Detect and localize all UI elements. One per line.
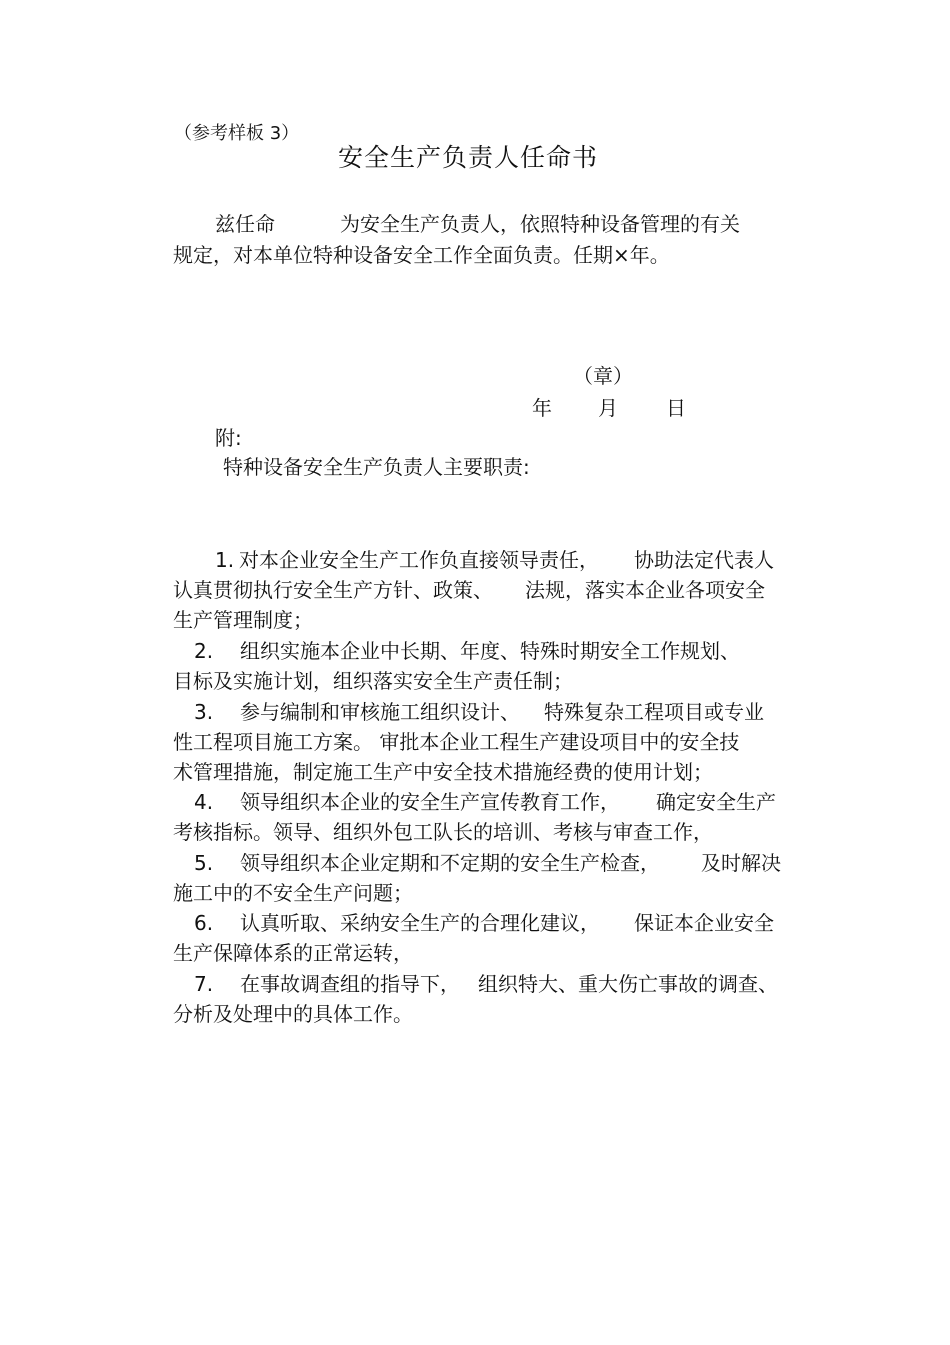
duty-number: 1. (215, 548, 235, 572)
duty-number: 6. (194, 911, 214, 935)
duty-line: 目标及实施计划，组织落实安全生产责任制； (173, 669, 573, 693)
duty-line: 特殊复杂工程项目或专业 (544, 700, 764, 724)
date-day: 日 (666, 396, 686, 420)
duty-number: 3. (194, 700, 214, 724)
duty-number: 2. (194, 639, 214, 663)
duty-line: 认真听取、采纳安全生产的合理化建议， (240, 911, 600, 935)
duty-line: 组织特大、重大伤亡事故的调查、 (478, 972, 778, 996)
duty-line: 性工程项目施工方案。 审批本企业工程生产建设项目中的安全技 (173, 730, 740, 754)
duty-line: 对本企业安全生产工作负直接领导责任， (239, 548, 599, 572)
duty-line: 考核指标。领导、组织外包工队长的培训、考核与审查工作， (173, 820, 713, 844)
attachment-label: 附: (215, 426, 242, 450)
seal-label: （章） (573, 364, 633, 388)
duty-line: 保证本企业安全 (634, 911, 774, 935)
duty-line: 领导组织本企业定期和不定期的安全生产检查， (240, 851, 660, 875)
template-label: （参考样板 3） (174, 123, 300, 144)
duty-line: 施工中的不安全生产问题； (173, 881, 413, 905)
duty-line: 确定安全生产 (656, 790, 776, 814)
duty-line: 生产保障体系的正常运转， (173, 941, 413, 965)
appointment-line-1b: 为安全生产负责人，依照特种设备管理的有关 (340, 212, 740, 236)
duties-heading: 特种设备安全生产负责人主要职责: (223, 455, 530, 479)
appointment-line-2: 规定，对本单位特种设备安全工作全面负责。任期×年。 (173, 243, 670, 267)
appointment-line-1a: 兹任命 (215, 212, 275, 236)
duty-line: 及时解决 (701, 851, 781, 875)
duty-line: 领导组织本企业的安全生产宣传教育工作， (240, 790, 620, 814)
duty-line: 认真贯彻执行安全生产方针、政策、 (173, 578, 493, 602)
duty-number: 5. (194, 851, 214, 875)
duty-line: 法规，落实本企业各项安全 (525, 578, 765, 602)
duty-number: 4. (194, 790, 214, 814)
duty-line: 参与编制和审核施工组织设计、 (240, 700, 520, 724)
duty-line: 分析及处理中的具体工作。 (173, 1002, 413, 1026)
duty-line: 生产管理制度； (173, 608, 313, 632)
duty-line: 组织实施本企业中长期、年度、特殊时期安全工作规划、 (240, 639, 740, 663)
date-month: 月 (598, 396, 618, 420)
date-year: 年 (532, 396, 552, 420)
duty-number: 7. (194, 972, 214, 996)
duty-line: 术管理措施，制定施工生产中安全技术措施经费的使用计划； (173, 760, 713, 784)
duty-line: 在事故调查组的指导下， (240, 972, 460, 996)
document-title: 安全生产负责人任命书 (338, 143, 599, 172)
duty-line: 协助法定代表人 (634, 548, 774, 572)
